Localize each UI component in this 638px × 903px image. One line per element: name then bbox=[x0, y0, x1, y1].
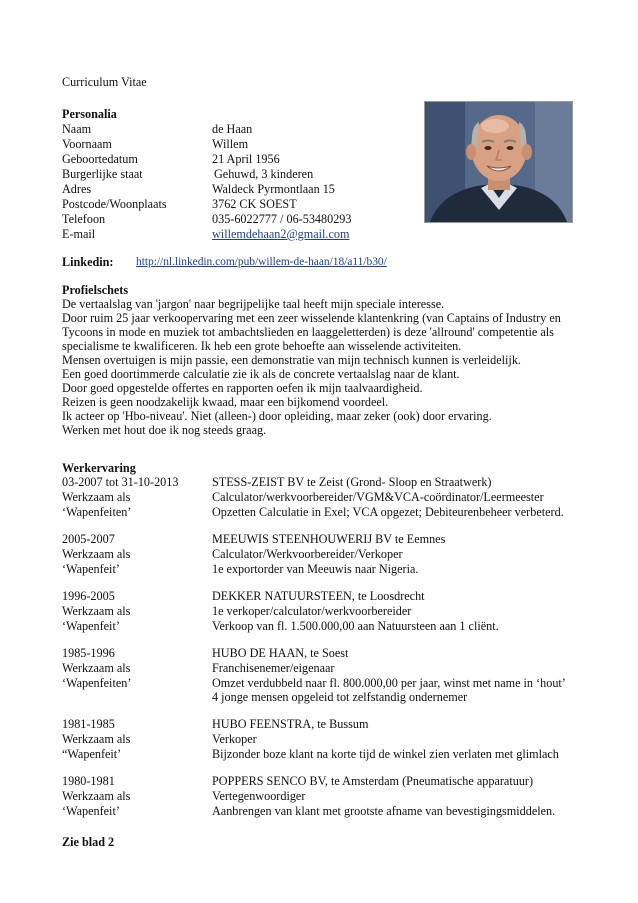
job-role: Verkoper bbox=[212, 732, 257, 746]
personalia-label: Burgerlijke staat bbox=[62, 167, 143, 181]
profile-line: Ik acteer op 'Hbo-niveau'. Niet (alleen-) door opleiding, maar zeker (ook) door ervaring. bbox=[62, 409, 492, 423]
job-feat-label: “Wapenfeit’ bbox=[62, 747, 122, 761]
job-period: 1985-1996 bbox=[62, 646, 115, 660]
personalia-label: E-mail bbox=[62, 227, 96, 241]
job-role: Franchisenemer/eigenaar bbox=[212, 661, 335, 675]
job-period: 1996-2005 bbox=[62, 589, 115, 603]
job-period: 03-2007 tot 31-10-2013 bbox=[62, 475, 179, 489]
linkedin-label: Linkedin: bbox=[62, 255, 114, 269]
linkedin-link[interactable]: http://nl.linkedin.com/pub/willem-de-haan/18/a11/b30/ bbox=[136, 256, 387, 268]
personalia-value: Gehuwd, 3 kinderen bbox=[214, 167, 314, 181]
job-feat: Aanbrengen van klant met grootste afname van bevestigingsmiddelen. bbox=[212, 804, 556, 818]
personalia-value: 21 April 1956 bbox=[212, 152, 280, 166]
personalia-value: Willem bbox=[212, 137, 249, 151]
job-feat: Bijzonder boze klant na korte tijd de winkel zien verlaten met glimlach bbox=[212, 747, 559, 761]
job-role: Calculator/Werkvoorbereider/Verkoper bbox=[212, 547, 403, 561]
job-role-label: Werkzaam als bbox=[62, 547, 131, 561]
job-company: MEEUWIS STEENHOUWERIJ BV te Eemnes bbox=[212, 532, 446, 546]
profile-line: Werken met hout doe ik nog steeds graag. bbox=[62, 423, 267, 437]
document-title: Curriculum Vitae bbox=[62, 75, 147, 89]
profile-line: Mensen overtuigen is mijn passie, een demonstratie van mijn technisch kunnen is verleidelijk. bbox=[62, 353, 521, 367]
personalia-label: Geboortedatum bbox=[62, 152, 138, 166]
job-company: HUBO DE HAAN, te Soest bbox=[212, 646, 349, 660]
job-company: STESS-ZEIST BV te Zeist (Grond- Sloop en Straatwerk) bbox=[212, 475, 492, 489]
profile-photo bbox=[424, 101, 573, 223]
job-role: 1e verkoper/calculator/werkvoorbereider bbox=[212, 604, 412, 618]
profile-line: Tycoons in mode en muziek tot ambachtslieden en laaggeletterden) is deze 'allround' competentie als bbox=[62, 325, 554, 339]
job-role: Calculator/werkvoorbereider/VGM&VCA-coördinator/Leermeester bbox=[212, 490, 544, 504]
job-company: DEKKER NATUURSTEEN, te Loosdrecht bbox=[212, 589, 425, 603]
job-role-label: Werkzaam als bbox=[62, 604, 131, 618]
profile-line: Door goed opgestelde offertes en rapporten oefen ik mijn taalvaardigheid. bbox=[62, 381, 423, 395]
job-feat: Opzetten Calculatie in Exel; VCA opgezet; Debiteurenbeheer verbeterd. bbox=[212, 505, 564, 519]
personalia-label: Voornaam bbox=[62, 137, 112, 151]
personalia-heading: Personalia bbox=[62, 107, 117, 121]
job-feat-label: ‘Wapenfeiten’ bbox=[62, 505, 132, 519]
job-feat: Omzet verdubbeld naar fl. 800.000,00 per jaar, winst met name in ‘hout’ bbox=[212, 676, 566, 690]
job-role-label: Werkzaam als bbox=[62, 490, 131, 504]
profile-line: specialisme te kwalificeren. Ik heb een grote behoefte aan wisselende activiteiten. bbox=[62, 339, 462, 353]
job-company: POPPERS SENCO BV, te Amsterdam (Pneumatische apparatuur) bbox=[212, 774, 534, 788]
continued-note: Zie blad 2 bbox=[62, 835, 115, 849]
personalia-label: Adres bbox=[62, 182, 92, 196]
personalia-label: Postcode/Woonplaats bbox=[62, 197, 167, 211]
personalia-label: Telefoon bbox=[62, 212, 106, 226]
job-feat-label: ‘Wapenfeit’ bbox=[62, 619, 120, 633]
profile-line: De vertaalslag van 'jargon' naar begrijpelijke taal heeft mijn speciale interesse. bbox=[62, 297, 445, 311]
werkervaring-heading: Werkervaring bbox=[62, 461, 136, 475]
profile-line: Door ruim 25 jaar verkoopervaring met een zeer wisselende klantenkring (van Captains of Industry en bbox=[62, 311, 561, 325]
job-role-label: Werkzaam als bbox=[62, 661, 131, 675]
job-period: 1981-1985 bbox=[62, 717, 115, 731]
job-period: 1980-1981 bbox=[62, 774, 115, 788]
job-role-label: Werkzaam als bbox=[62, 789, 131, 803]
personalia-value: 035-6022777 / 06-53480293 bbox=[212, 212, 352, 226]
job-role-label: Werkzaam als bbox=[62, 732, 131, 746]
job-company: HUBO FEENSTRA, te Bussum bbox=[212, 717, 369, 731]
email-link[interactable]: willemdehaan2@gmail.com bbox=[212, 227, 350, 241]
personalia-label: Naam bbox=[62, 122, 92, 136]
job-feat: 1e exportorder van Meeuwis naar Nigeria. bbox=[212, 562, 419, 576]
job-feat: 4 jonge mensen opgeleid tot zelfstandig ondernemer bbox=[212, 690, 468, 704]
job-role: Vertegenwoordiger bbox=[212, 789, 306, 803]
job-period: 2005-2007 bbox=[62, 532, 115, 546]
profile-line: Een goed doortimmerde calculatie zie ik als de concrete vertaalslag naar de klant. bbox=[62, 367, 460, 381]
job-feat-label: ‘Wapenfeit’ bbox=[62, 804, 120, 818]
profielschets-heading: Profielschets bbox=[62, 283, 129, 297]
personalia-value: 3762 CK SOEST bbox=[212, 197, 297, 211]
job-feat-label: ‘Wapenfeit’ bbox=[62, 562, 120, 576]
personalia-value: Waldeck Pyrmontlaan 15 bbox=[212, 182, 335, 196]
job-feat-label: ‘Wapenfeiten’ bbox=[62, 676, 132, 690]
personalia-value: de Haan bbox=[212, 122, 253, 136]
profile-line: Reizen is geen noodzakelijk kwaad, maar een bijkomend voordeel. bbox=[62, 395, 389, 409]
job-feat: Verkoop van fl. 1.500.000,00 aan Natuursteen aan 1 cliënt. bbox=[212, 619, 499, 633]
